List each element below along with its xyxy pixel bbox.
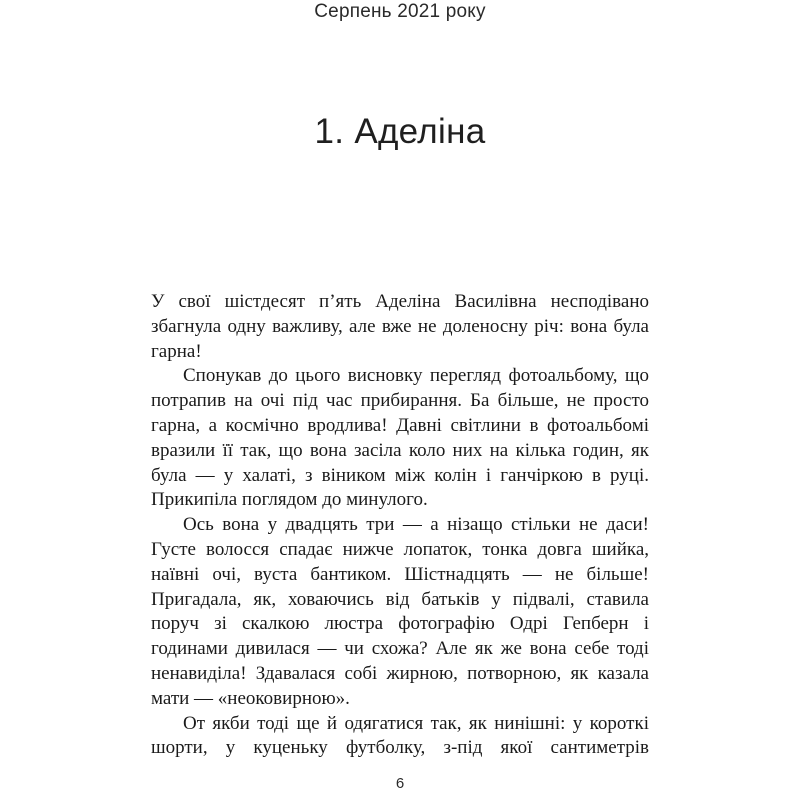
paragraph-3: Ось вона у двадцять три — а нізащо стільки не даси! Густе волосся спадає нижче лопаток, тонка довга шийка, наївні очі, вуста бантиком. Шістнадцять — не більше! Пригадала, як, ховаючись від батьків у підвалі, ставила поруч зі скалкою люстра фотографію Одрі Гепберн і годинами дивилася — чи схожа? Але як же вона себе тоді ненавиділа! Здавалася собі жирною, потворною, як казала мати — «неоковирною».: [151, 514, 649, 709]
paragraph-4: От якби тоді ще й одягатися так, як нинішні: у короткі шорти, у куценьку футболку, з-під якої сантиметрів: [151, 712, 649, 759]
running-head: Серпень 2021 року: [314, 1, 486, 22]
paragraph-1: У свої шістдесят п’ять Аделіна Василівна несподівано збагнула одну важливу, але вже не доленосну річ: вона була гарна!: [151, 291, 649, 362]
page-number: 6: [395, 775, 405, 792]
body-text: [151, 290, 649, 761]
paragraph-2: Спонукав до цього висновку перегляд фотоальбому, що потрапив на очі під час прибирання. Ба більше, не просто гарна, а космічно вродлива! Давні світлини в фотоальбомі вразили її так, що вона засіла коло них на кілька годин, як була — у халаті, з віником між колін і ганчіркою в руці. Прикипіла поглядом до минулого.: [151, 365, 649, 511]
chapter-title: 1. Аделіна: [314, 112, 486, 151]
